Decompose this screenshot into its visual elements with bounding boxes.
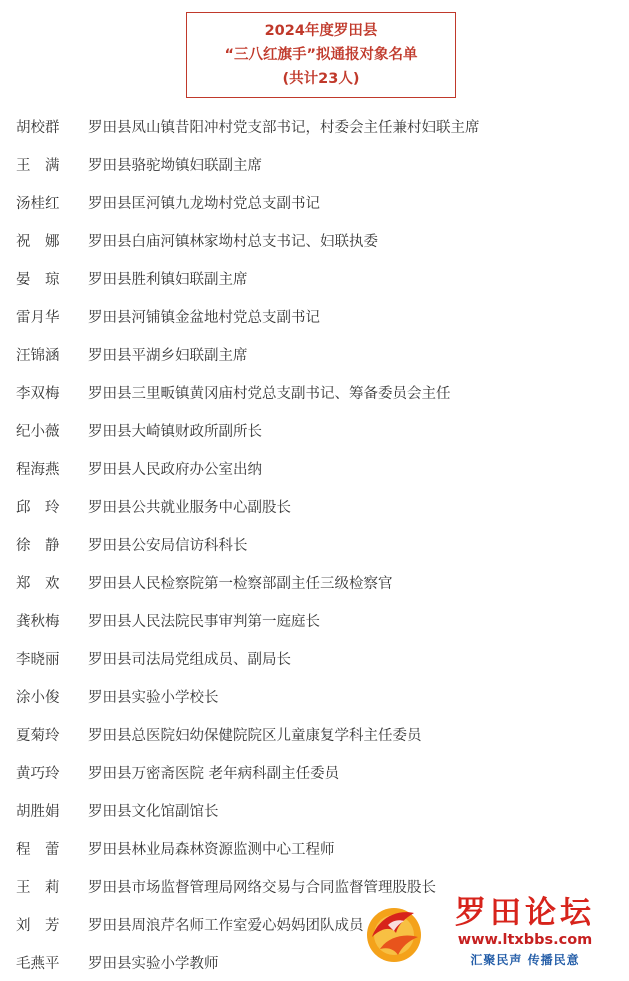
person-name: 李双梅 [16, 385, 60, 402]
person-duty: 罗田县实验小学校长 [88, 689, 219, 706]
person-duty: 罗田县河铺镇金盆地村党总支副书记 [88, 309, 320, 326]
list-item [0, 449, 629, 487]
person-name: 程海燕 [16, 461, 60, 478]
person-name: 黄巧玲 [16, 765, 60, 782]
watermark-title: 罗田论坛 [455, 895, 595, 931]
person-duty: 罗田县市场监督管理局网络交易与合同监督管理股股长 [88, 879, 436, 896]
person-name: 郑 欢 [16, 575, 60, 592]
person-duty: 罗田县周浪芹名师工作室爱心妈妈团队成员 [88, 917, 364, 934]
list-item [0, 411, 629, 449]
person-duty: 罗田县公安局信访科科长 [88, 537, 248, 554]
list-item [0, 639, 629, 677]
person-duty: 罗田县司法局党组成员、副局长 [88, 651, 291, 668]
person-duty: 罗田县人民政府办公室出纳 [88, 461, 262, 478]
document-title-box [186, 12, 456, 98]
list-item [0, 259, 629, 297]
watermark-url: www.ltxbbs.com [457, 932, 593, 948]
list-item [0, 563, 629, 601]
list-item [0, 487, 629, 525]
title-line-count: (共计23人) [282, 71, 360, 87]
list-item [0, 107, 629, 145]
person-duty: 罗田县胜利镇妇联副主席 [88, 271, 248, 288]
person-name: 祝 娜 [16, 233, 60, 250]
title-line-honor: “三八红旗手”拟通报对象名单 [224, 47, 418, 63]
list-item [0, 373, 629, 411]
person-name: 纪小薇 [16, 423, 60, 440]
person-name: 涂小俊 [16, 689, 60, 706]
person-duty: 罗田县白庙河镇林家坳村总支书记、妇联执委 [88, 233, 378, 250]
person-name: 汪锦涵 [16, 347, 60, 364]
person-name: 晏 琼 [16, 271, 60, 288]
person-duty: 罗田县骆驼坳镇妇联副主席 [88, 157, 262, 174]
person-name: 龚秋梅 [16, 613, 60, 630]
list-item [0, 183, 629, 221]
person-duty: 罗田县实验小学教师 [88, 955, 219, 972]
list-item [0, 221, 629, 259]
person-name: 李晓丽 [16, 651, 60, 668]
title-line-year: 2024年度罗田县 [264, 23, 378, 39]
phoenix-logo-icon [358, 897, 430, 969]
person-name: 王 满 [16, 157, 60, 174]
list-item [0, 791, 629, 829]
list-item [0, 525, 629, 563]
list-item [0, 753, 629, 791]
people-list [0, 107, 629, 981]
list-item [0, 297, 629, 335]
person-duty: 罗田县人民法院民事审判第一庭庭长 [88, 613, 320, 630]
list-item [0, 715, 629, 753]
person-name: 邱 玲 [16, 499, 60, 516]
list-item [0, 677, 629, 715]
list-item [0, 145, 629, 183]
person-duty: 罗田县凤山镇昔阳冲村党支部书记，村委会主任兼村妇联主席 [88, 119, 480, 136]
person-name: 汤桂红 [16, 195, 60, 212]
person-duty: 罗田县大崎镇财政所副所长 [88, 423, 262, 440]
person-duty: 罗田县公共就业服务中心副股长 [88, 499, 291, 516]
person-duty: 罗田县人民检察院第一检察部副主任三级检察官 [88, 575, 393, 592]
person-duty: 罗田县三里畈镇黄冈庙村党总支副书记、筹备委员会主任 [88, 385, 451, 402]
person-duty: 罗田县平湖乡妇联副主席 [88, 347, 248, 364]
person-duty: 罗田县文化馆副馆长 [88, 803, 219, 820]
person-name: 胡校群 [16, 119, 60, 136]
list-item [0, 335, 629, 373]
person-name: 刘 芳 [16, 917, 60, 934]
person-name: 夏菊玲 [16, 727, 60, 744]
list-item [0, 601, 629, 639]
person-name: 毛燕平 [16, 955, 60, 972]
person-duty: 罗田县万密斋医院 老年病科副主任委员 [88, 765, 340, 782]
person-name: 雷月华 [16, 309, 60, 326]
person-duty: 罗田县匡河镇九龙坳村党总支副书记 [88, 195, 320, 212]
list-item [0, 829, 629, 867]
site-watermark [358, 893, 620, 975]
person-name: 王 莉 [16, 879, 60, 896]
person-duty: 罗田县总医院妇幼保健院院区儿童康复学科主任委员 [88, 727, 422, 744]
person-name: 程 蕾 [16, 841, 60, 858]
watermark-slogan: 汇聚民声 传播民意 [470, 953, 580, 967]
person-name: 胡胜娟 [16, 803, 60, 820]
person-name: 徐 静 [16, 537, 60, 554]
person-duty: 罗田县林业局森林资源监测中心工程师 [88, 841, 335, 858]
